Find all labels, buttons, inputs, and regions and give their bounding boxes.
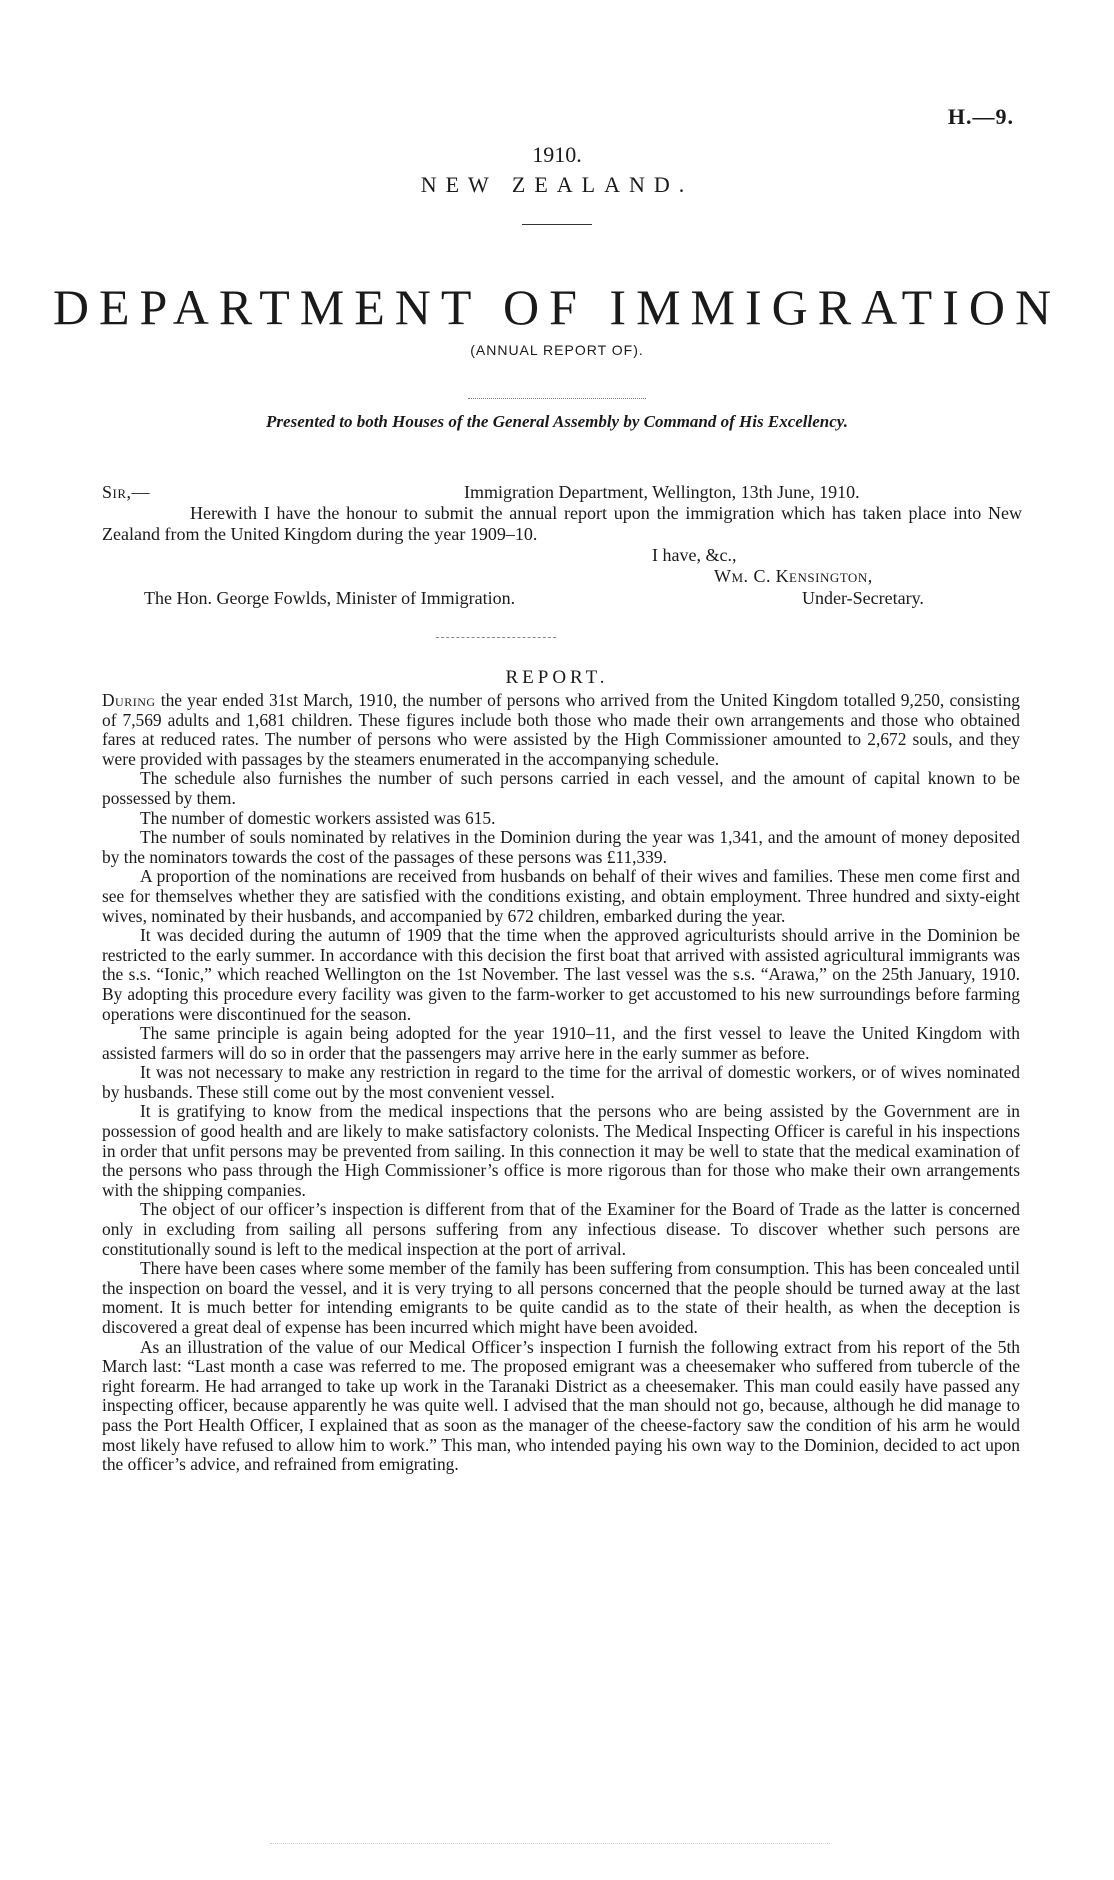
document-reference: H.—9. xyxy=(947,104,1014,129)
report-paragraph: The number of souls nominated by relatives in the Dominion during the year was 1,341, and the amount of money deposited by the nominators towards the cost of the passages of these persons was £11,339. xyxy=(102,827,1020,867)
letter-closing xyxy=(652,545,952,566)
report-paragraph xyxy=(102,691,1020,769)
signatory-title-text: Under-Secretary. xyxy=(802,588,924,608)
report-paragraph: It is gratifying to know from the medical inspections that the persons who are being assisted by the Government are in possession of good health and are likely to make satisfactory colonists. The Medical Inspecting Officer is careful in his inspections in order that unfit persons may be prevented from sailing. In this connection it may be well to state that the medical examination of the persons who pass through the High Commissioner’s office is more rigorous than for those who make their own arrangements with the shipping companies. xyxy=(102,1101,1020,1200)
signatory-initials: Wm. C. xyxy=(714,566,772,586)
report-first-word: During xyxy=(102,690,156,710)
report-paragraph: A proportion of the nominations are received from husbands on behalf of their wives and families. These men come first and see for themselves whether they are satisfied with the conditions existing, and obtain employment. Three hundred and sixty-eight wives, nominated by their husbands, and accompanied by 672 children, embarked during the year. xyxy=(102,866,1020,926)
document-title: DEPARTMENT OF IMMIGRATION xyxy=(52,279,1062,335)
document-year: 1910. xyxy=(532,142,582,167)
footer-mark xyxy=(270,1843,830,1844)
report-paragraph: The object of our officer’s inspection is different from that of the Examiner for the Board of Trade as the latter is concerned only in excluding from sailing all persons suffering from any infectious disease. To discover whether such persons are constitutionally sound is left to the medical inspection at the port of arrival. xyxy=(102,1199,1020,1259)
report-paragraph: As an illustration of the value of our Medical Officer’s inspection I furnish the following extract from his report of the 5th March last: “Last month a case was referred to me. The proposed emigrant was a cheesemaker who suffered from tubercle of the right forearm. He had arranged to take up work in the Taranaki District as a cheesemaker. This man could easily have passed any inspecting officer, because apparently he was quite well. I advised that the man should not go, because, although he did manage to pass the Port Health Officer, I explained that as soon as the manager of the cheese-factory saw the condition of his arm he would most likely have refused to allow him to work.” This man, who intended paying his own way to the Dominion, decided to act upon the officer’s advice, and refrained from emigrating. xyxy=(102,1336,1020,1475)
letter-address-date xyxy=(464,482,1024,503)
letter-addressee xyxy=(144,588,704,609)
report-paragraph: There have been cases where some member of the family has been suffering from consumption. This has been concealed until the inspection on board the vessel, and it is very trying to all persons concerned that the people should be turned away at the last moment. It is much better for intending emigrants to be quite candid as to the state of their health, as when the deception is discovered a great deal of expense has been incurred which might have been avoided. xyxy=(102,1258,1020,1337)
salutation-text: Sir,— xyxy=(102,482,151,502)
letter-body-text: Herewith I have the honour to submit the annual report upon the immigration which has taken place into New Zealand from the United Kingdom during the year 1909–10. xyxy=(102,503,1022,544)
signatory-surname: Kensington, xyxy=(775,566,873,586)
report-paragraph-text: the year ended 31st March, 1910, the number of persons who arrived from the United Kingdom totalled 9,250, consisting of 7,569 adults and 1,681 children. These figures include both those who made their own arrangements and those who obtained fares at reduced rates. The number of persons who were assisted by the High Commissioner amounted to 2,672 souls, and they were provided with passages by the steamers enumerated in the accompanying schedule. xyxy=(102,690,1020,769)
closing-text: I have, &c., xyxy=(652,545,737,565)
report-paragraph: The number of domestic workers assisted was 615. xyxy=(140,807,496,828)
divider-rule xyxy=(436,637,556,638)
report-paragraph: The schedule also furnishes the number of such persons carried in each vessel, and the amount of capital known to be possessed by them. xyxy=(102,768,1020,808)
country-heading: NEW ZEALAND. xyxy=(420,172,694,197)
presentation-note: Presented to both Houses of the General Assembly by Command of His Excellency. xyxy=(266,412,848,431)
letter-body xyxy=(102,503,1022,545)
divider-rule xyxy=(468,398,646,399)
report-body xyxy=(102,691,1020,1475)
report-heading: REPORT. xyxy=(505,667,609,688)
letter-signatory-title xyxy=(802,588,1022,609)
report-paragraph: The same principle is again being adopted for the year 1910–11, and the first vessel to leave the United Kingdom with assisted farmers will do so in order that the passengers may arrive here in the early summer as before. xyxy=(102,1023,1020,1063)
report-paragraph: It was not necessary to make any restriction in regard to the time for the arrival of domestic workers, or of wives nominated by husbands. These still come out by the most convenient vessel. xyxy=(102,1062,1020,1102)
addressee-text: The Hon. George Fowlds, Minister of Immigration. xyxy=(144,588,516,608)
report-paragraph: It was decided during the autumn of 1909 that the time when the approved agriculturists should arrive in the Dominion be restricted to the early summer. In accordance with this decision the first boat that arrived with assisted agricultural immigrants was the s.s. “Ionic,” which reached Wellington on the 1st November. The last vessel was the s.s. “Arawa,” on the 25th January, 1910. By adopting this procedure every facility was given to the farm-worker to get accustomed to his new surroundings before farming operations were discontinued for the season. xyxy=(102,925,1020,1024)
document-subtitle: (ANNUAL REPORT OF). xyxy=(470,342,644,358)
address-date-text: Immigration Department, Wellington, 13th June, 1910. xyxy=(464,482,860,502)
divider-rule xyxy=(522,224,592,225)
letter-signatory xyxy=(714,566,1014,587)
